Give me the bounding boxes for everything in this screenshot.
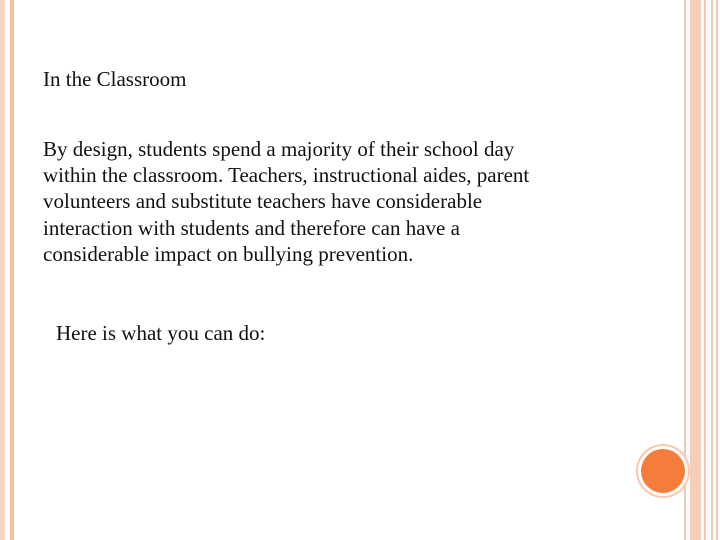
decorative-circle-icon (641, 449, 685, 493)
body-line: volunteers and substitute teachers have considerable (43, 189, 483, 214)
slide-body (43, 136, 643, 267)
left-border-stripe (10, 0, 14, 540)
right-border-band (690, 0, 701, 540)
right-border-stripe (684, 0, 686, 540)
body-line: By design, students spend a majority of their school day (43, 137, 515, 161)
body-line: within the classroom. Teachers, instructional aides, parent (43, 163, 530, 188)
right-border-stripe (711, 0, 713, 540)
right-border-stripe (716, 0, 718, 540)
slide-prompt: Here is what you can do: (56, 321, 266, 345)
body-line: interaction with students and therefore can have a (43, 215, 460, 240)
slide-heading: In the Classroom (43, 67, 187, 91)
body-line: considerable impact on bullying prevention. (43, 241, 414, 266)
left-border-stripe (0, 0, 5, 540)
right-border-stripe (704, 0, 706, 540)
